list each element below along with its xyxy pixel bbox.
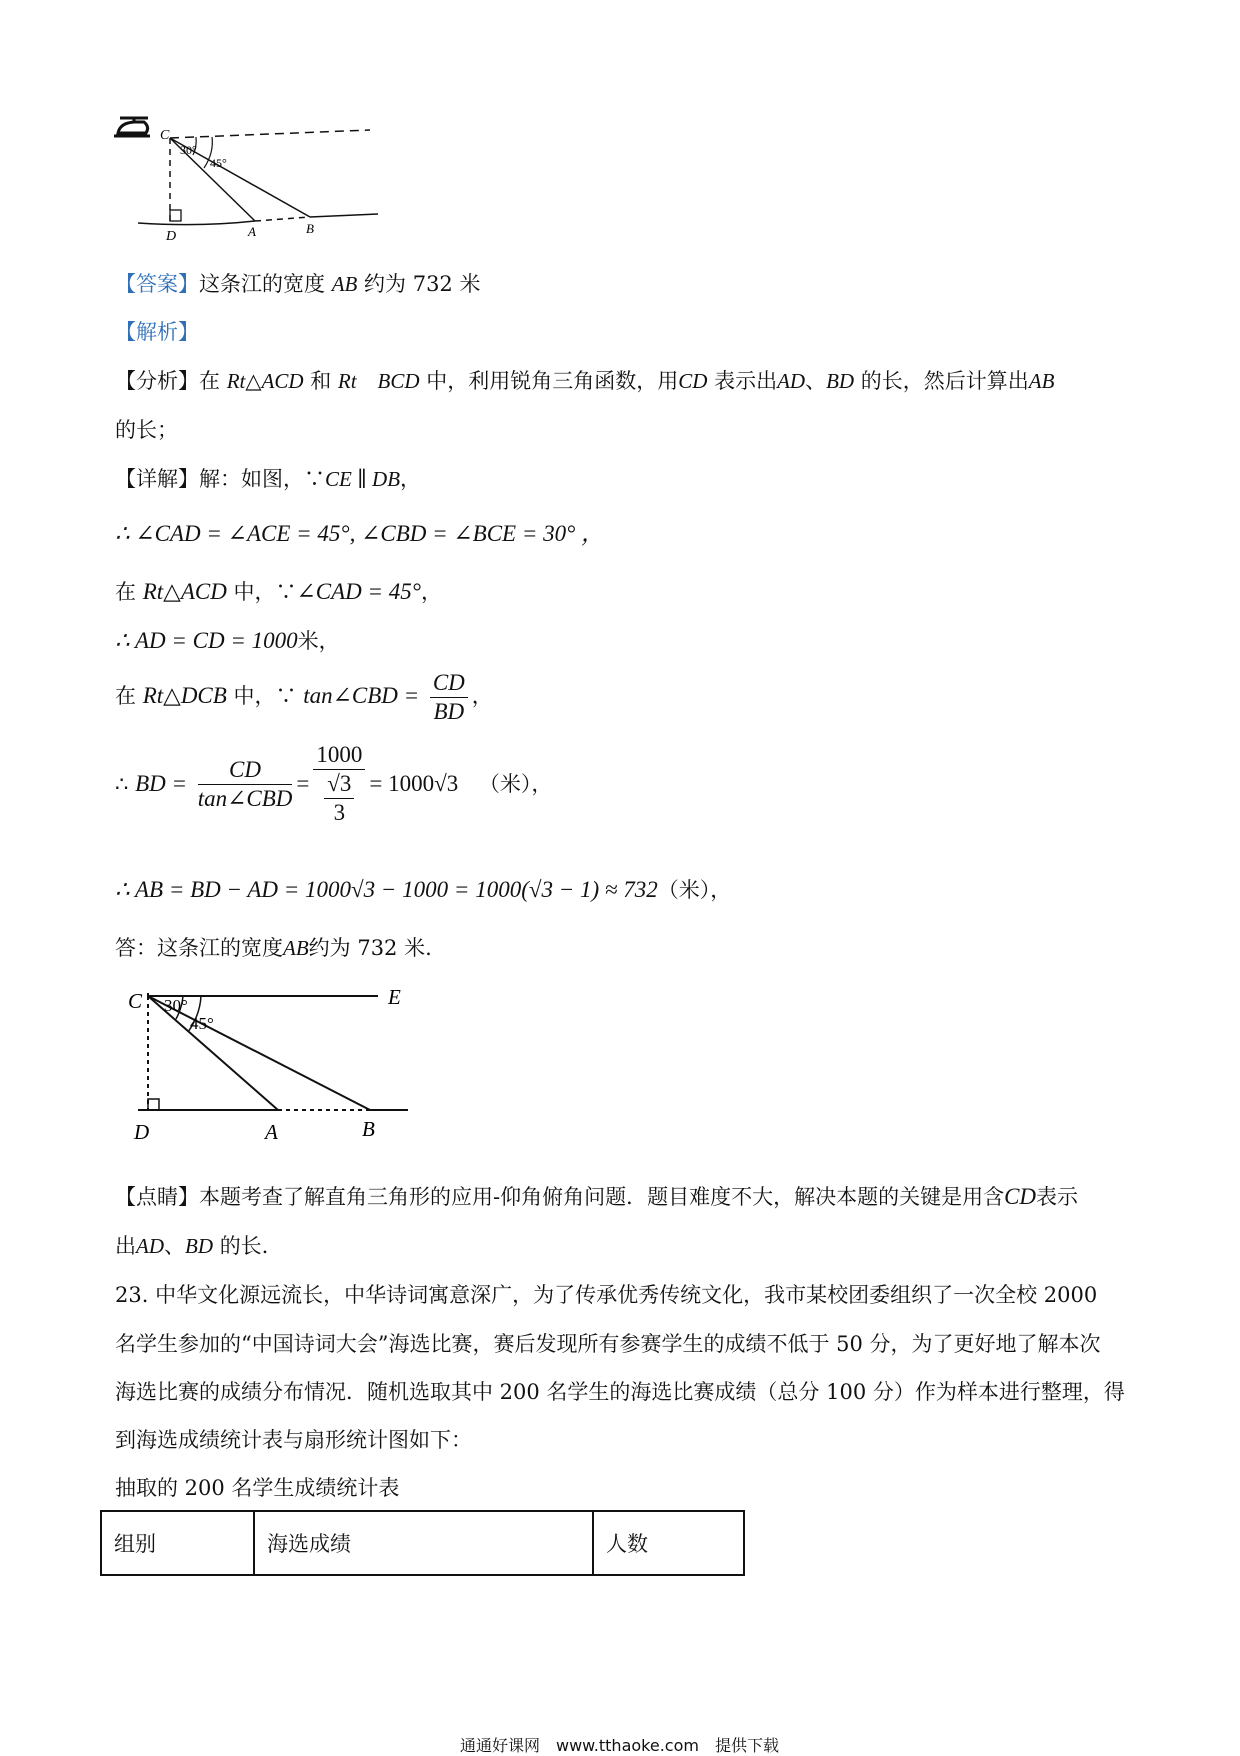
angle-30-label: 30° <box>180 143 197 157</box>
problem23-line-4: 到海选成绩统计表与扇形统计图如下： <box>115 1428 472 1452</box>
figure-2-diagram <box>120 980 420 1150</box>
fenxi-line-2: 的长； <box>115 418 178 442</box>
label-a: A <box>265 1120 278 1144</box>
detail-step-2: 在 Rt△ACD 中，∵∠CAD = 45°， <box>115 579 443 604</box>
label-c: C <box>128 989 143 1013</box>
angle-30-label: 30° <box>164 996 188 1015</box>
detail-conclusion: 答：这条江的宽度AB约为 732 米. <box>115 936 432 960</box>
detail-step-1: ∴ ∠CAD = ∠ACE = 45°, ∠CBD = ∠BCE = 30° ， <box>115 521 605 546</box>
table-caption: 抽取的 200 名学生成绩统计表 <box>115 1476 400 1500</box>
angle-45-label: 45° <box>210 156 227 170</box>
right-angle-mark <box>148 1099 159 1110</box>
horizontal-sight-line <box>170 130 370 138</box>
angle-45-label: 45° <box>190 1014 214 1033</box>
table-header-cell: 人数 <box>593 1511 744 1575</box>
detail-step-4: 在 Rt△DCB 中，∵ tan∠CBD = $\frac{CD}{BD}$ ， <box>115 670 493 724</box>
label-b: B <box>362 1117 375 1141</box>
table-header-cell: 组别 <box>101 1511 254 1575</box>
detail-step-6: ∴ AB = BD − AD = 1000√3 − 1000 = 1000(√3 − 1) ≈ 732（米）， <box>115 877 732 902</box>
riverbank-right <box>310 214 378 217</box>
answer-line: 【答案】这条江的宽度 AB 约为 732 米 <box>115 272 481 296</box>
footer-text: 通通好课网 www.tthaoke.com 提供下载 <box>460 1736 779 1755</box>
detail-step-3: ∴ AD = CD = 1000米， <box>115 628 340 653</box>
detail-intro: 【详解】解：如图，∵CE ∥ DB， <box>115 467 422 491</box>
label-d: D <box>134 1120 150 1144</box>
riverbank-gap <box>255 217 310 221</box>
fenxi-line-1: 【分析】在 Rt△ACD 和 Rt BCD 中，利用锐角三角函数，用CD 表示出AD、BD 的长，然后计算出AB <box>115 369 1055 393</box>
problem23-line-3: 海选比赛的成绩分布情况．随机选取其中 200 名学生的海选比赛成绩（总分 100 分）作为样本进行整理，得 <box>115 1380 1125 1404</box>
label-b: B <box>306 221 314 236</box>
table-header-row <box>101 1511 744 1575</box>
figure-1-diagram <box>110 105 400 245</box>
dianjing-line-1: 【点睛】本题考查了解直角三角形的应用-仰角俯角问题．题目难度不大，解决本题的关键是用含CD表示 <box>115 1184 1079 1209</box>
analysis-tag: 【解析】 <box>115 320 199 344</box>
score-table <box>100 1510 745 1576</box>
problem23-line-2: 名学生参加的“中国诗词大会”海选比赛，赛后发现所有参赛学生的成绩不低于 50 分，为了更好地了解本次 <box>115 1332 1101 1356</box>
helicopter-icon <box>114 118 150 136</box>
riverbank-left <box>138 221 255 225</box>
detail-step-5: ∴ BD = $\frac{CD}{\text{tan∠CBD}}$ = $\frac{1000}{\frac{√3}{3}}$ = 1000√3 （米）， <box>115 742 553 825</box>
label-a: A <box>248 224 256 239</box>
dianjing-line-2: 出AD、BD 的长. <box>115 1234 269 1258</box>
fraction-cd-bd: $\frac{CD}{BD}$ <box>430 670 468 725</box>
right-angle-mark <box>170 210 181 221</box>
label-d: D <box>166 229 177 244</box>
label-e: E <box>388 985 401 1009</box>
table-header-cell: 海选成绩 <box>254 1511 593 1575</box>
fraction-1000-root3: $\frac{1000}{\frac{√3}{3}}$ <box>313 742 365 826</box>
answer-tag: 【答案】 <box>115 272 199 296</box>
fraction-cd-tan: $\frac{CD}{\text{tan∠CBD}}$ <box>197 756 293 811</box>
problem23-line-1: 23. 中华文化源远流长，中华诗词寓意深广，为了传承优秀传统文化，我市某校团委组织了一次全校 2000 <box>115 1283 1098 1307</box>
label-c: C <box>160 128 170 143</box>
